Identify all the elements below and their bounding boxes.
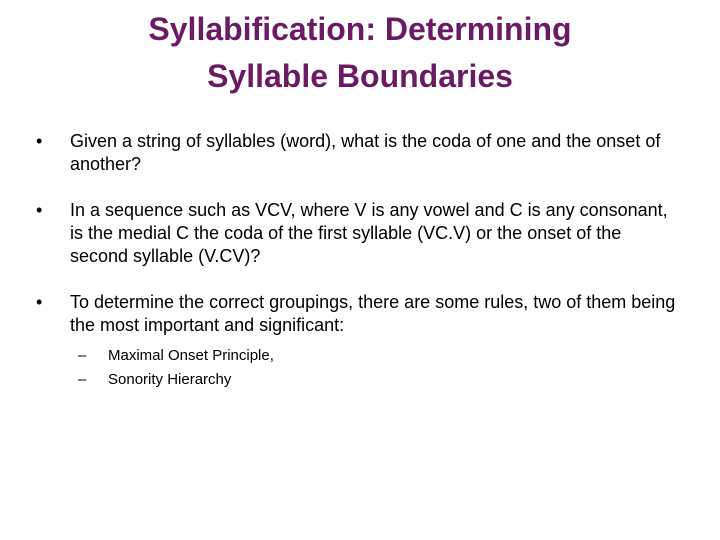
title-line-2: Syllable Boundaries xyxy=(207,58,513,94)
sub-bullet-list xyxy=(70,344,676,392)
sub-bullet-marker: – xyxy=(78,371,87,388)
bullet-item xyxy=(36,199,676,268)
bullet-text: Given a string of syllables (word), what is the coda of one and the onset of another? xyxy=(70,131,661,174)
bullet-text: In a sequence such as VCV, where V is any vowel and C is any consonant, is the medial C the coda of the first syllable (VC.V) or the onset of the second syllable (V.CV)? xyxy=(70,200,668,266)
bullet-list xyxy=(36,130,676,415)
bullet-marker: • xyxy=(36,292,43,312)
sub-bullet-item xyxy=(78,368,676,392)
sub-bullet-marker: – xyxy=(78,347,87,364)
slide-title xyxy=(60,6,660,100)
sub-bullet-text: Sonority Hierarchy xyxy=(108,371,232,388)
bullet-marker: • xyxy=(36,200,43,220)
title-line-1: Syllabification: Determining xyxy=(148,11,572,47)
bullet-item xyxy=(36,291,676,392)
bullet-text: To determine the correct groupings, there are some rules, two of them being the most important and significant: xyxy=(70,292,676,335)
sub-bullet-item xyxy=(78,344,676,368)
sub-bullet-text: Maximal Onset Principle, xyxy=(108,347,274,364)
bullet-marker: • xyxy=(36,131,43,151)
bullet-item xyxy=(36,130,676,176)
